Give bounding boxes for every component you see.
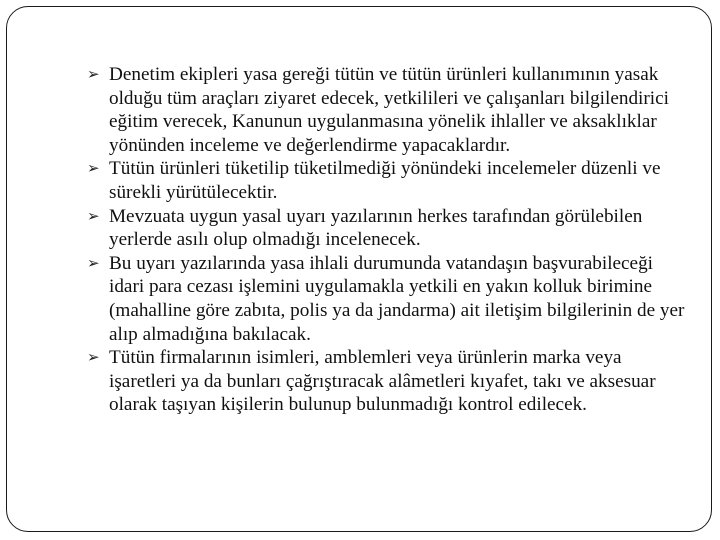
chevron-bullet-icon: ➢ (87, 255, 100, 272)
chevron-bullet-icon: ➢ (87, 161, 100, 178)
bullet-list (85, 63, 685, 417)
bullet-item-1 (85, 63, 685, 157)
bullet-text-4: Bu uyarı yazılarında yasa ihlali durumunda vatandaşın başvurabileceği idari para cezası işlemini uygulamakla yetkili en yakın kolluk birimine (mahalline göre zabıta, polis ya da jandarma) ait iletişim bilgilerinin de yer alıp almadığına bakılacak. (109, 252, 685, 345)
slide-frame (6, 6, 712, 532)
bullet-item-4 (85, 252, 685, 346)
bullet-text-1: Denetim ekipleri yasa gereği tütün ve tütün ürünleri kullanımının yasak olduğu tüm araçları ziyaret edecek, yetkilileri ve çalışanları bilgilendirici eğitim verecek, Kanunun uygulanmasına yönelik ihlaller ve aksaklıklar yönünden inceleme ve değerlendirme yapacaklardır. (109, 64, 669, 156)
chevron-bullet-icon: ➢ (87, 208, 100, 225)
chevron-bullet-icon: ➢ (87, 67, 100, 83)
chevron-bullet-icon: ➢ (87, 350, 100, 367)
bullet-item-5 (85, 346, 685, 417)
bullet-text-3: Mevzuata uygun yasal uyarı yazılarının herkes tarafından görülebilen yerlerde asılı olup olmadığı incelenecek. (109, 205, 643, 251)
bullet-item-2 (85, 157, 685, 204)
bullet-item-3 (85, 205, 685, 252)
bullet-text-2: Tütün ürünleri tüketilip tüketilmediği yönündeki incelemeler düzenli ve sürekli yürütülecektir. (109, 158, 661, 203)
bullet-text-5: Tütün firmalarının isimleri, amblemleri veya ürünlerin marka veya işaretleri ya da bunları çağrıştıracak alâmetleri kıyafet, takı ve aksesuar olarak taşıyan kişilerin bulunup bulunmadığı kontrol edilecek. (109, 347, 656, 416)
